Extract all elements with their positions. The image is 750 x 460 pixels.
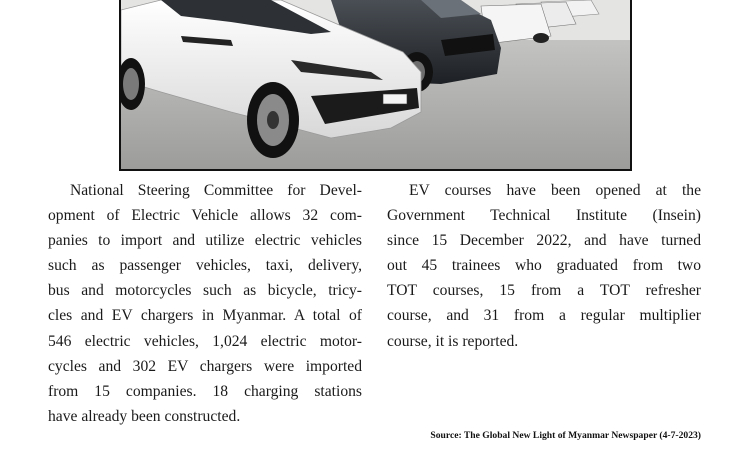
text-line: panies to import and utilize electric vehicles: [48, 232, 362, 250]
text-line: since 15 December 2022, and have turned: [387, 232, 701, 250]
text-line: 546 electric vehicles, 1,024 electric motor-: [48, 332, 362, 350]
text-line: have already been constructed.: [48, 407, 241, 425]
right-paragraph: [387, 178, 701, 354]
article-photo: [119, 0, 632, 171]
right-article-column: [387, 178, 701, 354]
text-line: National Steering Committee for Devel-: [70, 182, 362, 199]
text-line: opment of Electric Vehicle allows 32 com-: [48, 207, 362, 225]
text-line: cycles and 302 EV chargers were imported: [48, 357, 362, 375]
text-line: from 15 companies. 18 charging stations: [48, 382, 362, 400]
left-article-column: [48, 178, 362, 429]
text-line: EV courses have been opened at the: [409, 182, 701, 199]
text-line: out 45 trainees who graduated from two: [387, 257, 701, 275]
text-line: TOT courses, 15 from a TOT refresher: [387, 282, 701, 300]
text-line: such as passenger vehicles, taxi, delivery,: [48, 257, 362, 275]
left-paragraph: [48, 178, 362, 429]
parked-electric-cars-illustration: [121, 0, 630, 169]
text-line: course, and 31 from a regular multiplier: [387, 307, 701, 325]
text-line: cles and EV chargers in Myanmar. A total of: [48, 307, 362, 325]
text-line: Government Technical Institute (Insein): [387, 207, 701, 225]
text-line: bus and motorcycles such as bicycle, tricy-: [48, 282, 362, 300]
source-credit: Source: The Global New Light of Myanmar Newspaper (4-7-2023): [430, 430, 701, 441]
text-line: course, it is reported.: [387, 332, 519, 350]
